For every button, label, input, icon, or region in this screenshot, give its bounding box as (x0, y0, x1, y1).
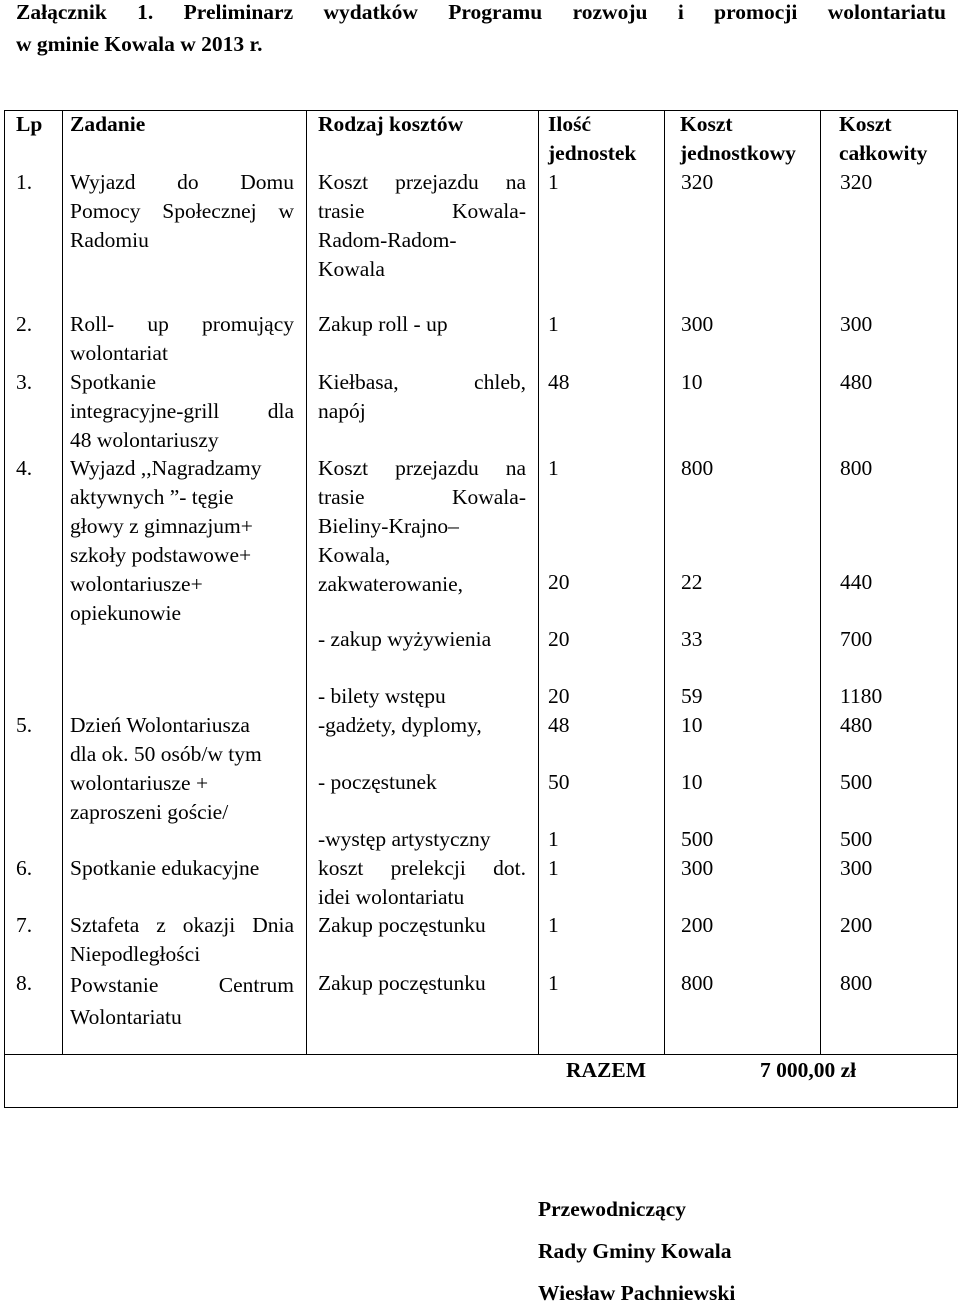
row-1-rodzaj: Koszt przejazdu na trasie Kowala- Radom-Radom- Kowala (318, 170, 526, 281)
row-7-koszt-jednostkowy: 200 (681, 913, 714, 937)
row-8-zadanie: Powstanie Centrum Wolontariatu (70, 973, 294, 1029)
row-5b-rodzaj: - poczęstunek (318, 770, 437, 794)
row-4d-rodzaj: - bilety wstępu (318, 684, 446, 708)
row-4a-koszt-jednostkowy: 800 (681, 456, 714, 480)
title-line-1: Załącznik 1. Preliminarz wydatków Programu rozwoju i promocji wolontariatu (16, 0, 946, 24)
row-1-koszt-jednostkowy: 320 (681, 170, 714, 194)
title-line-2: w gminie Kowala w 2013 r. (16, 32, 263, 56)
table-column-divider (820, 110, 821, 1054)
header-ilosc: Ilość (548, 112, 591, 136)
row-1-koszt-calkowity: 320 (840, 170, 873, 194)
row-3-zadanie: Spotkanie integracyjne-grill dla 48 wolontariuszy (70, 370, 294, 452)
row-5a-ilosc: 48 (548, 713, 570, 737)
row-3-rodzaj: Kiełbasa, chleb, napój (318, 370, 526, 423)
table-column-divider (306, 110, 307, 1054)
row-4a-koszt-calkowity: 800 (840, 456, 873, 480)
row-2-ilosc: 1 (548, 312, 559, 336)
row-4d-koszt-jednostkowy: 59 (681, 684, 703, 708)
row-8-lp: 8. (16, 971, 33, 995)
row-4b-koszt-jednostkowy: 22 (681, 570, 703, 594)
row-2-zadanie: Roll- up promujący wolontariat (70, 312, 294, 365)
row-1-lp: 1. (16, 170, 33, 194)
header-zadanie: Zadanie (70, 112, 146, 136)
row-3-koszt-calkowity: 480 (840, 370, 873, 394)
row-6-zadanie: Spotkanie edukacyjne (70, 856, 260, 880)
row-7-koszt-calkowity: 200 (840, 913, 873, 937)
table-column-divider (538, 110, 539, 1054)
row-2-lp: 2. (16, 312, 33, 336)
row-6-koszt-calkowity: 300 (840, 856, 873, 880)
row-7-zadanie: Sztafeta z okazji Dnia Niepodległości (70, 913, 294, 966)
row-1-zadanie: Wyjazd do Domu Pomocy Społecznej w Radomiu (70, 170, 294, 252)
row-4-lp: 4. (16, 456, 33, 480)
row-5b-ilosc: 50 (548, 770, 570, 794)
row-5c-koszt-calkowity: 500 (840, 827, 873, 851)
row-2-rodzaj: Zakup roll - up (318, 312, 448, 336)
row-6-koszt-jednostkowy: 300 (681, 856, 714, 880)
row-4b-koszt-calkowity: 440 (840, 570, 873, 594)
row-5c-rodzaj: -występ artystyczny (318, 827, 491, 851)
row-4c-ilosc: 20 (548, 627, 570, 651)
row-3-koszt-jednostkowy: 10 (681, 370, 703, 394)
row-5c-ilosc: 1 (548, 827, 559, 851)
signature-council: Rady Gminy Kowala (538, 1239, 732, 1263)
header-koszt-calkowity-2: całkowity (839, 141, 928, 165)
signature-title: Przewodniczący (538, 1197, 687, 1221)
table-row-divider (4, 1054, 958, 1055)
row-4b-ilosc: 20 (548, 570, 570, 594)
row-5-lp: 5. (16, 713, 33, 737)
row-4d-koszt-calkowity: 1180 (840, 684, 883, 708)
row-5a-koszt-calkowity: 480 (840, 713, 873, 737)
row-5b-koszt-jednostkowy: 10 (681, 770, 703, 794)
header-koszt-calkowity: Koszt (839, 112, 892, 136)
table-column-divider (664, 110, 665, 1054)
row-7-ilosc: 1 (548, 913, 559, 937)
row-5c-koszt-jednostkowy: 500 (681, 827, 714, 851)
total-value: 7 000,00 zł (760, 1058, 857, 1082)
row-4c-koszt-jednostkowy: 33 (681, 627, 703, 651)
header-koszt-jednostkowy: Koszt (680, 112, 733, 136)
table-column-divider (62, 110, 63, 1054)
header-ilosc-jednostek: jednostek (548, 141, 637, 165)
total-label: RAZEM (566, 1058, 647, 1082)
row-5b-koszt-calkowity: 500 (840, 770, 873, 794)
row-2-koszt-jednostkowy: 300 (681, 312, 714, 336)
row-8-koszt-calkowity: 800 (840, 971, 873, 995)
row-7-rodzaj: Zakup poczęstunku (318, 913, 486, 937)
header-lp: Lp (16, 112, 43, 136)
row-6-rodzaj: koszt prelekcji dot. idei wolontariatu (318, 856, 526, 909)
row-5-zadanie: Dzień Wolontariusza dla ok. 50 osób/w tym wolontariusze + zaproszeni goście/ (70, 713, 262, 824)
row-3-ilosc: 48 (548, 370, 570, 394)
row-7-lp: 7. (16, 913, 33, 937)
row-3-lp: 3. (16, 370, 33, 394)
row-2-koszt-calkowity: 300 (840, 312, 873, 336)
document-title (16, 0, 946, 60)
row-8-koszt-jednostkowy: 800 (681, 971, 714, 995)
row-4a-ilosc: 1 (548, 456, 559, 480)
signature-name: Wiesław Pachniewski (538, 1281, 736, 1305)
row-6-ilosc: 1 (548, 856, 559, 880)
header-rodzaj-kosztow: Rodzaj kosztów (318, 112, 464, 136)
row-8-ilosc: 1 (548, 971, 559, 995)
row-4d-ilosc: 20 (548, 684, 570, 708)
row-4c-koszt-calkowity: 700 (840, 627, 873, 651)
row-4-rodzaj: Koszt przejazdu na trasie Kowala- Bieliny-Krajno– Kowala, zakwaterowanie, (318, 456, 526, 596)
header-koszt-jednostkowy-2: jednostkowy (680, 141, 796, 165)
row-4c-rodzaj: - zakup wyżywienia (318, 627, 492, 651)
row-5a-koszt-jednostkowy: 10 (681, 713, 703, 737)
row-5a-rodzaj: -gadżety, dyplomy, (318, 713, 482, 737)
row-4-zadanie: Wyjazd ,,Nagradzamy aktywnych ”- tęgie głowy z gimnazjum+ szkoły podstawowe+ wolontariusze+ opiekunowie (70, 456, 262, 625)
row-8-rodzaj: Zakup poczęstunku (318, 971, 486, 995)
row-6-lp: 6. (16, 856, 33, 880)
row-1-ilosc: 1 (548, 170, 559, 194)
